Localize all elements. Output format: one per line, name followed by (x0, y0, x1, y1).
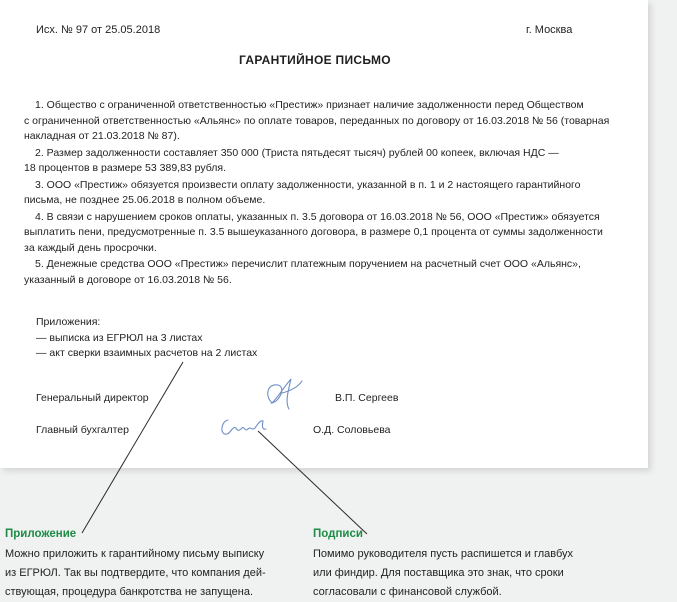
signatures-note-heading: Подписи (313, 528, 363, 540)
paragraph-line: за каждый день просрочки. (24, 241, 157, 254)
attachment-item: — выписка из ЕГРЮЛ на 3 листах (36, 331, 203, 344)
paragraph-line: письма, не позднее 25.06.2018 в полном объеме. (24, 194, 266, 206)
attachment-item: — акт сверки взаимных расчетов на 2 листах (36, 347, 258, 359)
paragraph-line: 18 процентов в размере 53 389,83 рубля. (24, 162, 227, 174)
director-name: В.П. Сергеев (335, 392, 399, 404)
paragraph-line: 5. Денежные средства ООО «Престиж» перечислит платежным поручением на расчетный счет ООО «Альянс», (35, 258, 581, 270)
paragraph-line: 3. ООО «Престиж» обязуется произвести оплату задолженности, указанной в п. 1 и 2 настоящего гарантийного (35, 178, 581, 191)
document-title: ГАРАНТИЙНОЕ ПИСЬМО (239, 53, 391, 67)
accountant-position: Главный бухгалтер (36, 424, 129, 436)
paragraph-line: 2. Размер задолженности составляет 350 000 (Триста пятьдесят тысяч) рублей 00 копеек, включая НДС — (35, 146, 559, 159)
document-city: г. Москва (526, 24, 573, 36)
director-position: Генеральный директор (36, 392, 149, 404)
paragraph-line: 4. В связи с нарушением сроков оплаты, указанных п. 3.5 договора от 16.03.2018 № 56, ООО «Престиж» обязуется (35, 210, 600, 223)
paragraph-line: с ограниченной ответственностью «Альянс» по оплате товаров, переданных по договору от 16.03.2018 № 56 (товарная (24, 114, 610, 127)
signatures-note-text (313, 545, 573, 602)
note-line: из ЕГРЮЛ. Так вы подтвердите, что компания дей- (5, 567, 266, 579)
note-line: Помимо руководителя пусть распишется и главбух (313, 548, 574, 560)
paragraph-line: 1. Общество с ограниченной ответственностью «Престиж» признает наличие задолженности перед Обществом (35, 99, 584, 111)
paragraph-line: выплатить пени, предусмотренные п. 3.5 вышеуказанного договора, в размере 0,1 процента от суммы задолженности (24, 226, 603, 238)
note-line: или финдир. Для поставщика это знак, что сроки (313, 567, 564, 579)
attachment-note-text (5, 545, 266, 602)
note-line: ствующая, процедура банкротства не запущена. (5, 586, 254, 598)
note-line: Можно приложить к гарантийному письму выписку (5, 548, 265, 560)
paragraph-line: указанный в договоре от 16.03.2018 № 56. (24, 273, 232, 286)
document-reference: Исх. № 97 от 25.05.2018 (36, 24, 161, 36)
attachments-heading: Приложения: (36, 316, 101, 328)
notes-area (0, 468, 677, 601)
note-line: согласовали с финансовой службой. (313, 586, 502, 598)
paragraph-line: накладная от 21.03.2018 № 87). (24, 130, 180, 142)
attachment-note-heading: Приложение (5, 528, 77, 540)
accountant-name: О.Д. Соловьева (313, 424, 391, 436)
